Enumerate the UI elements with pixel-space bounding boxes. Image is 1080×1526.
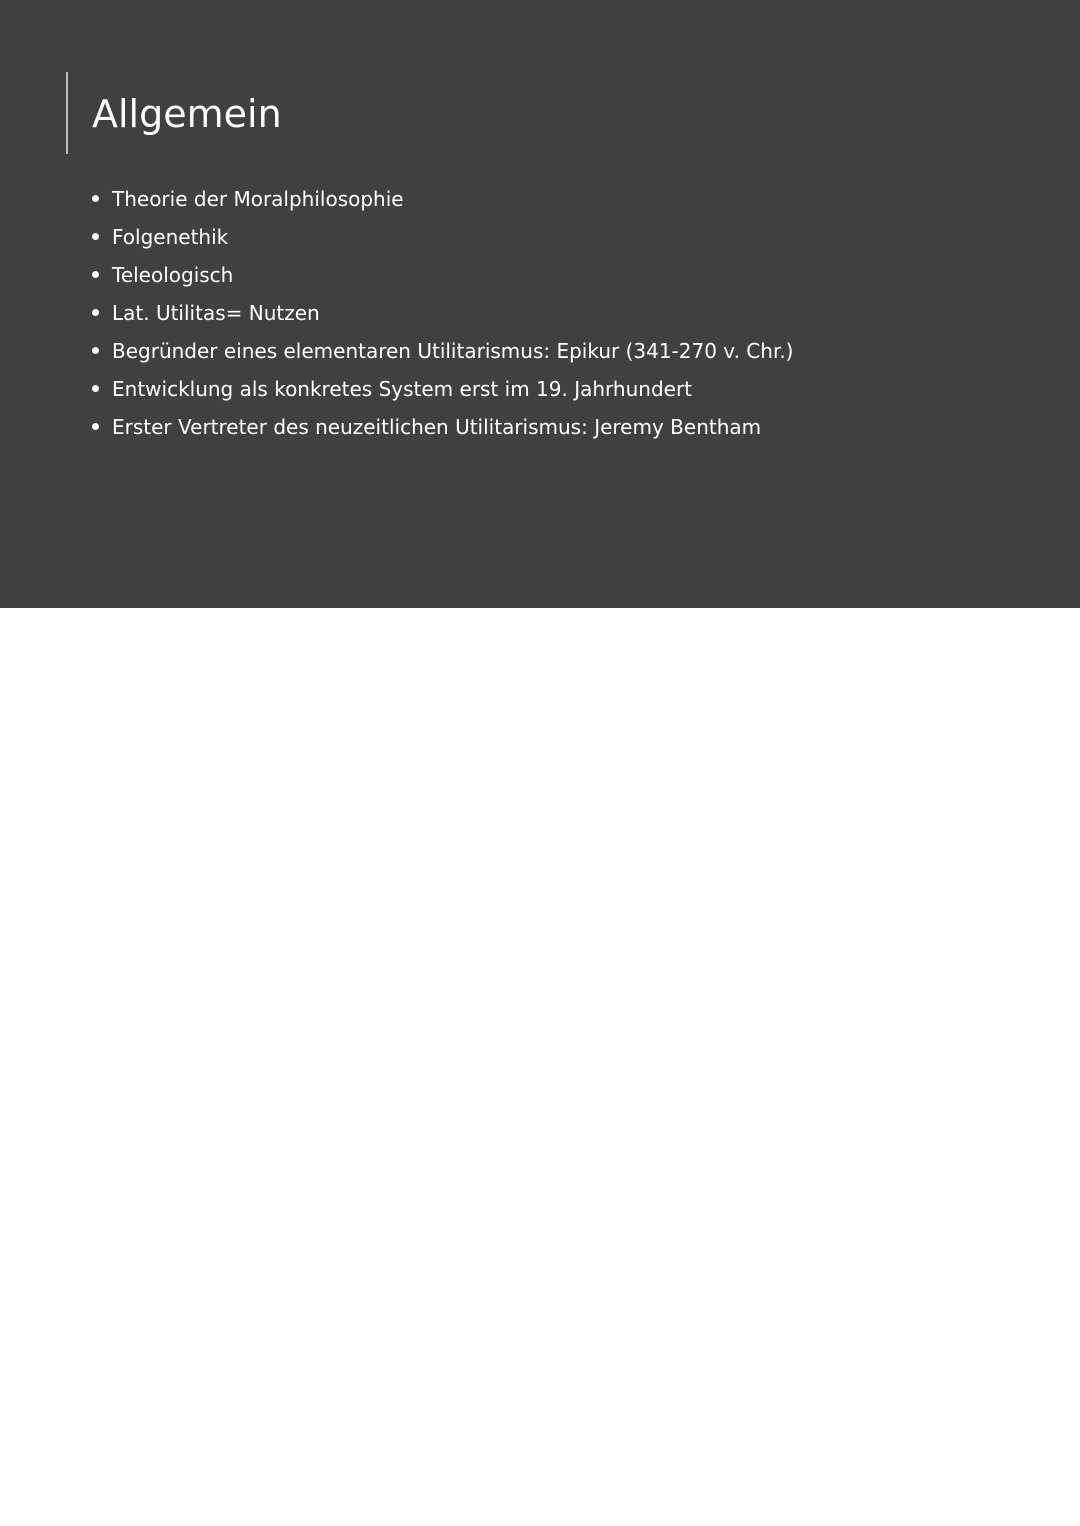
bullet-text: Lat. Utilitas= Nutzen: [112, 301, 320, 325]
bullet-dot-icon: [92, 423, 99, 430]
bullet-text: Folgenethik: [112, 225, 229, 249]
bullet-dot-icon: [92, 347, 99, 354]
slide-title: Allgemein: [92, 92, 282, 136]
bullet-text: Begründer eines elementaren Utilitarismus: Epikur (341-270 v. Chr.): [112, 339, 794, 363]
slide: [0, 0, 1080, 608]
bullet-dot-icon: [92, 195, 99, 202]
title-accent-bar: [66, 72, 68, 154]
bullet-text: Erster Vertreter des neuzeitlichen Utilitarismus: Jeremy Bentham: [112, 415, 762, 439]
bullet-text: Theorie der Moralphilosophie: [112, 187, 404, 211]
blank-page-area: [0, 608, 1080, 1526]
bullet-dot-icon: [92, 385, 99, 392]
bullet-dot-icon: [92, 309, 99, 316]
bullet-dot-icon: [92, 271, 99, 278]
bullet-text: Entwicklung als konkretes System erst im 19. Jahrhundert: [112, 377, 693, 401]
bullet-text: Teleologisch: [112, 263, 234, 287]
bullet-dot-icon: [92, 233, 99, 240]
